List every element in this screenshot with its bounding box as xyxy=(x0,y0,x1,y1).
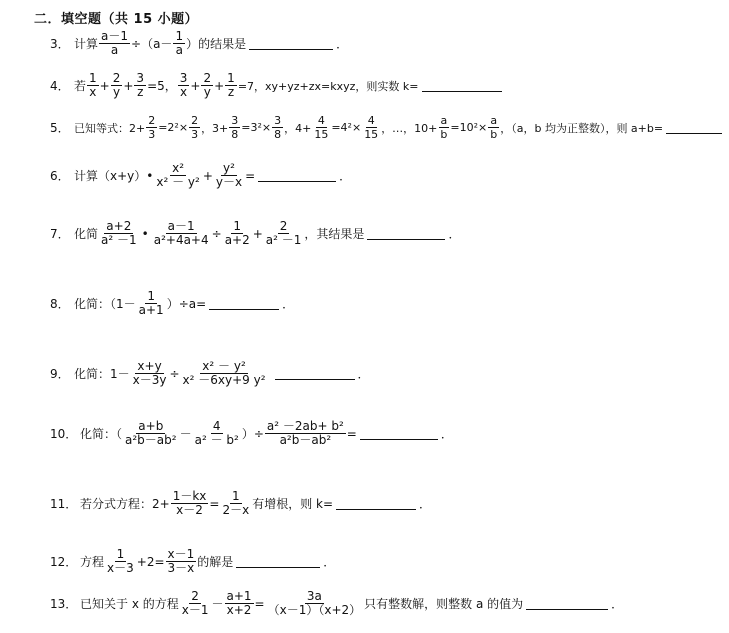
operator-text: = xyxy=(254,596,265,611)
fraction xyxy=(134,72,146,99)
question-number: 11． xyxy=(50,497,78,511)
fraction xyxy=(123,420,179,447)
denominator: x－2 xyxy=(176,503,203,517)
answer-blank[interactable] xyxy=(526,597,608,610)
fraction xyxy=(111,72,123,99)
denominator: z xyxy=(137,85,144,99)
question-end: ． xyxy=(440,427,453,441)
denominator: b xyxy=(490,128,498,141)
question-text: 计算 xyxy=(74,37,99,51)
operator-text: =5， xyxy=(147,79,177,93)
answer-blank[interactable] xyxy=(367,227,445,240)
denominator: 3－x xyxy=(167,561,195,575)
question-end: ． xyxy=(339,169,352,183)
question-end: ． xyxy=(357,367,370,381)
numerator: 3 xyxy=(136,71,145,85)
question-text: 计算（x+y）• xyxy=(74,169,154,183)
operator-text: = xyxy=(346,426,357,441)
numerator: 1 xyxy=(233,219,242,233)
denominator: a² －1 xyxy=(101,233,137,247)
numerator: 1 xyxy=(89,71,97,85)
fraction xyxy=(146,114,157,141)
numerator: x+y xyxy=(137,359,162,373)
question-text: 化简：（ xyxy=(80,427,123,441)
numerator: 2 xyxy=(148,114,156,127)
fraction xyxy=(193,420,241,447)
denominator: y xyxy=(112,85,121,99)
question-number: 12． xyxy=(50,555,78,569)
denominator: x² － y² xyxy=(156,175,200,189)
numerator: a xyxy=(490,114,498,127)
question-text: 只有整数解，则整数 a 的值为 xyxy=(364,597,524,611)
numerator: 4 xyxy=(317,114,325,127)
question-text: 已知等式：2+ xyxy=(74,121,146,135)
answer-blank[interactable] xyxy=(209,297,279,310)
operator-text: =3²× xyxy=(241,121,272,134)
fraction xyxy=(181,360,268,387)
fraction xyxy=(189,114,200,141)
question-text: ，（a，b 均为正整数），则 a+b= xyxy=(500,121,664,135)
operator-text: ，3+ xyxy=(201,121,229,135)
question-text: 若 xyxy=(74,79,87,93)
fraction xyxy=(166,548,197,575)
numerator: a－1 xyxy=(167,219,195,233)
numerator: x－1 xyxy=(167,547,195,561)
answer-blank[interactable] xyxy=(360,427,438,440)
fraction xyxy=(225,72,237,99)
denominator: x－3 xyxy=(107,561,134,575)
question-end: ． xyxy=(611,597,624,611)
denominator: a² － b² xyxy=(194,433,239,447)
answer-blank[interactable] xyxy=(666,121,722,134)
denominator: a+1 xyxy=(138,303,164,317)
operator-text: ÷（a－ xyxy=(131,37,173,51)
numerator: 3 xyxy=(231,114,239,127)
denominator: b xyxy=(440,128,448,141)
numerator: 1 xyxy=(147,289,155,303)
numerator: a+2 xyxy=(106,219,132,233)
fraction xyxy=(265,420,346,447)
question-number: 5． xyxy=(50,121,70,135)
operator-text: + xyxy=(190,78,201,93)
fraction xyxy=(214,162,244,189)
fraction xyxy=(220,490,251,517)
numerator: 3 xyxy=(179,71,188,85)
fraction xyxy=(362,114,380,141)
question-4 xyxy=(50,72,505,99)
numerator: x² － y² xyxy=(202,359,246,373)
answer-blank[interactable] xyxy=(249,37,333,50)
question-text: 已知关于 x 的方程 xyxy=(80,597,179,611)
fraction xyxy=(87,72,99,99)
question-text: ，其结果是 xyxy=(304,227,365,241)
fraction xyxy=(171,490,209,517)
fraction xyxy=(264,220,304,247)
question-end: ． xyxy=(323,555,336,569)
numerator: x² xyxy=(172,161,185,175)
fraction xyxy=(223,220,252,247)
operator-text: = xyxy=(245,168,256,183)
question-5 xyxy=(50,114,725,141)
question-number: 4． xyxy=(50,79,70,93)
denominator: a xyxy=(175,43,183,57)
numerator: 4 xyxy=(212,419,221,433)
denominator: x－1 xyxy=(181,603,209,617)
fraction xyxy=(312,114,330,141)
numerator: 2 xyxy=(203,71,212,85)
operator-text: + xyxy=(202,168,213,183)
question-text: 化简：1－ xyxy=(74,367,130,381)
numerator: 1 xyxy=(116,547,125,561)
fraction xyxy=(225,590,254,617)
numerator: a² －2ab+ b² xyxy=(266,419,344,433)
question-number: 10． xyxy=(50,427,78,441)
numerator: a－1 xyxy=(101,29,129,43)
question-text: 方程 xyxy=(80,555,105,569)
section-title: 二．填空题（共 15 小题） xyxy=(34,12,199,27)
denominator: x xyxy=(89,85,97,99)
question-end: ． xyxy=(419,497,432,511)
operator-text: － xyxy=(179,427,192,441)
numerator: 3a xyxy=(306,589,322,603)
denominator: 8 xyxy=(231,128,239,141)
numerator: 1－kx xyxy=(172,489,207,503)
denominator: a²b－ab² xyxy=(125,433,177,447)
denominator: 15 xyxy=(314,128,329,141)
denominator: a²+4a+4 xyxy=(153,233,209,247)
question-10 xyxy=(50,420,453,447)
numerator: y² xyxy=(223,161,235,175)
operator-text: • xyxy=(141,226,149,241)
question-number: 13． xyxy=(50,597,78,611)
fraction xyxy=(105,548,136,575)
denominator: a²b－ab² xyxy=(279,433,332,447)
question-end: ． xyxy=(448,227,461,241)
denominator: 15 xyxy=(364,128,379,141)
numerator: 3 xyxy=(274,114,282,127)
question-13 xyxy=(50,590,623,617)
denominator: 2－x xyxy=(222,503,250,517)
numerator: a xyxy=(440,114,448,127)
fraction xyxy=(272,114,283,141)
answer-blank[interactable] xyxy=(258,169,336,182)
denominator: z xyxy=(227,85,235,99)
question-text: ）的结果是 xyxy=(186,37,247,51)
denominator: x+2 xyxy=(226,603,252,617)
operator-text: + xyxy=(252,226,263,241)
question-6 xyxy=(50,162,351,189)
operator-text: + xyxy=(99,78,110,93)
denominator: a² －1 xyxy=(265,233,302,247)
denominator: 8 xyxy=(274,128,282,141)
question-number: 7． xyxy=(50,227,70,241)
question-text: 化简 xyxy=(74,227,99,241)
denominator: 3 xyxy=(148,128,156,141)
operator-text: ）÷ xyxy=(241,427,264,441)
fraction xyxy=(266,590,364,617)
fraction xyxy=(178,72,190,99)
question-number: 3． xyxy=(50,37,70,51)
numerator: 2 xyxy=(112,71,121,85)
denominator: a xyxy=(110,43,119,57)
question-number: 6． xyxy=(50,169,70,183)
operator-text: = xyxy=(209,496,220,511)
fraction xyxy=(99,30,130,57)
question-3 xyxy=(50,30,348,57)
question-12 xyxy=(50,548,335,575)
denominator: x² －6xy+9 y² xyxy=(182,373,266,387)
denominator: （x－1）（x+2） xyxy=(267,603,362,617)
question-text: ）÷a= xyxy=(166,297,207,311)
denominator: x xyxy=(180,85,188,99)
fraction xyxy=(99,220,139,247)
numerator: 4 xyxy=(367,114,375,127)
numerator: a+1 xyxy=(226,589,252,603)
answer-blank[interactable] xyxy=(275,367,355,380)
fraction xyxy=(488,114,499,141)
question-8 xyxy=(50,290,294,317)
fraction xyxy=(173,30,185,57)
numerator: 1 xyxy=(227,71,235,85)
answer-blank[interactable] xyxy=(336,497,416,510)
fraction xyxy=(438,114,449,141)
question-11 xyxy=(50,490,431,517)
fraction xyxy=(201,72,213,99)
fraction xyxy=(131,360,169,387)
operator-text: +2= xyxy=(136,554,165,569)
numerator: 2 xyxy=(191,114,199,127)
question-number: 9． xyxy=(50,367,70,381)
operator-text: + xyxy=(214,78,225,93)
operator-text: ÷ xyxy=(211,226,222,241)
question-number: 8． xyxy=(50,297,70,311)
question-9 xyxy=(50,360,370,387)
question-text: 有增根，则 k= xyxy=(252,497,334,511)
operator-text: － xyxy=(211,597,224,611)
denominator: y－x xyxy=(215,175,243,189)
numerator: 2 xyxy=(191,589,199,603)
fraction xyxy=(152,220,211,247)
fraction xyxy=(180,590,211,617)
question-end: ． xyxy=(336,37,349,51)
answer-blank[interactable] xyxy=(236,555,320,568)
answer-blank[interactable] xyxy=(422,79,502,92)
question-text: 若分式方程：2+ xyxy=(80,497,170,511)
question-text: =7，xy+yz+zx=kxyz，则实数 k= xyxy=(237,79,419,93)
numerator: 1 xyxy=(175,29,184,43)
operator-text: + xyxy=(123,78,134,93)
operator-text: =4²× xyxy=(331,121,362,134)
question-7 xyxy=(50,220,460,247)
fraction xyxy=(154,162,201,189)
numerator: 2 xyxy=(279,219,288,233)
numerator: 1 xyxy=(232,489,240,503)
denominator: 3 xyxy=(191,128,199,141)
denominator: y xyxy=(203,85,211,99)
operator-text: =10²× xyxy=(450,121,488,134)
fraction xyxy=(137,290,166,317)
numerator: a+b xyxy=(138,419,164,433)
fraction xyxy=(229,114,240,141)
denominator: a+2 xyxy=(224,233,250,247)
question-end: ． xyxy=(282,297,295,311)
denominator: x－3y xyxy=(132,373,167,387)
operator-text: ÷ xyxy=(169,366,180,381)
operator-text: =2²× xyxy=(158,121,189,134)
question-text: 化简：（1－ xyxy=(74,297,136,311)
operator-text: ，4+ xyxy=(284,121,312,135)
question-text: 的解是 xyxy=(197,555,234,569)
operator-text: ，…，10+ xyxy=(381,121,438,135)
